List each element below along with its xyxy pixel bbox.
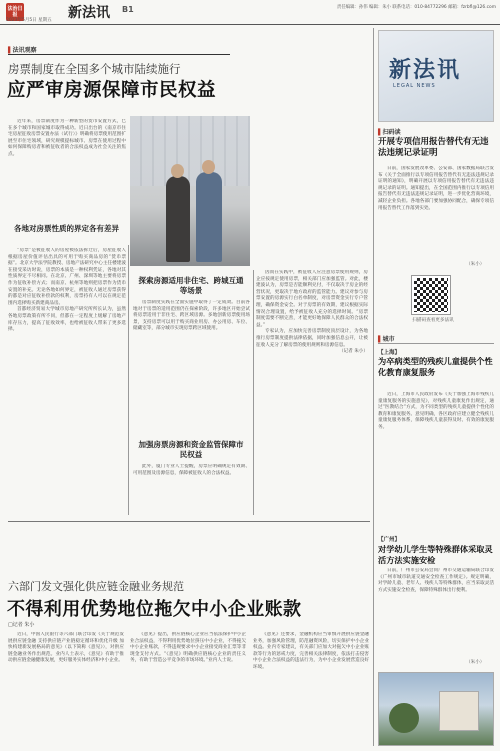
story1-col2-p1: 房票制度实践在全面实施中取得了一定成效。目前各地对于房票的适用范围仍在探索阶段，许多地区开始尝试将房票适用于非住宅、跨区域房源。多地创新房票使用场景，支持房票可以用于购买商业用房、办公用房、车位、储藏室等，部分城市实现房票跨区域使用。 [133, 300, 250, 332]
paper-logo: 法治日报 [6, 3, 24, 21]
story2-col1 [8, 632, 124, 746]
photo-person-right [196, 172, 222, 262]
sidebar-news1-tag: ▌扫码读 [378, 129, 401, 136]
city2-body [378, 568, 494, 664]
col-divider-b [253, 270, 254, 515]
story1-photo [130, 116, 250, 266]
story1-col3-p2: 专家认为，应加快完善房票制度顶层设计，为各地推行房票制度提供法律依据，同时加强信息公开，让被征收人充分了解房票的使用规则和房源信息。 [256, 329, 368, 348]
city2-body-text: 日前，广州市公安局会同广州市交通运输局联合印发《广州市城市轨道交通安全检查工作规定》。规定明确，对学龄儿童、老年人、残疾人等特殊群体，应当采取灵活方式实施安全检查，保障特殊群体出行便利。 [378, 568, 494, 593]
story2-top-rule [8, 521, 370, 522]
col-divider-a [128, 245, 129, 515]
sidebar-news1-tag-label: 扫码读 [382, 129, 401, 136]
story2-col3 [253, 632, 369, 746]
city-rule [378, 343, 494, 344]
story1-col2b [133, 464, 250, 514]
sidebar-news1-body-text: 日前，国家发展改革委、公安部、国家数据局联合发布《关于全面推行以专项信用报告替代有无违法违规记录证明的通知》，明确开展以专项信用报告替代有无违法违规记录的证明。通知提出，在全国范围内推行以专项信用报告替代有无违法违规记录证明，进一步优化营商环境，减轻企业负担。各地各部门要加强协同配合，确保专项信用报告替代工作落到实处。 [378, 166, 494, 211]
story2-col1-p1: 近日，中国人民银行等六部门联合印发《关于规范发展供应链金融 支持供应链产业链稳定循环和优化升级 加快构建新发展格局的意见》（以下简称《意见》），对供应链金融业务作出规范。业内人士表示，《意见》有助于推动供应链金融健康发展，更好服务实体经济和中小企业。 [8, 632, 124, 664]
city1-body-text: 近日，上海市人民政府发布《关于加强上海市残疾儿童康复服务的实施意见》，对残疾儿童康复作出规定，通过“医教结合”方式，为不同类型的残疾儿童提供个性化的教育和康复服务。意见明确，各区政府应建立健全残疾儿童康复服务体系，保障残疾儿童获得及时、有效的康复服务。 [378, 392, 494, 430]
story2-col3-p1: 《意见》还要求，金融机构应当审慎开展供应链金融业务，加强风险管理，防范融资风险，切实保护中小企业权益。业内专家建议，有关部门应加大对拖欠中小企业账款等行为的惩戒力度，完善相关法律制度，依法打击侵害中小企业合法权益的违法行为，为中小企业发展营造良好环境。 [253, 632, 369, 670]
sidebar-ad-image [378, 672, 494, 746]
story1-col3-p1: 因而在实践中，被征收人应注意房票使用规则，房企应按规定使用房票，相关部门应加强监管。对此，楼建波认为，房票是否能顺利兑付，不仅取决于房企的经营状况，更取决于地方政府的监管能力。建议对参与房票安置的房源实行白名单制度，对房票资金实行专户管理，确保资金安全。对于房票的有效期，建议根据实际情况合理设置，给予被征收人充分的选择时间。“房票制度需要不断完善，才能更好地保障人民群众的合法权益。” [256, 270, 368, 328]
story2-byline: □记者 朱小 [8, 622, 35, 628]
masthead [0, 0, 500, 24]
story1-title: 应严审房源保障市民权益 [7, 80, 217, 101]
story1-subhead-1: 各地对房票性质的界定各有差异 [14, 224, 119, 233]
sidebar-logo-cn: 新法讯 [389, 58, 462, 83]
sidebar-news1-byline: （朱小） [466, 262, 485, 267]
story1-col2 [133, 300, 250, 432]
story2-col2-p1: 《意见》提出，供应链核心企业应当依法保护中小企业合法权益，不得利用优势地位挤压中小企业，不得拖欠中小企业账款，不得违规要求中小企业接受商业汇票等非现金支付方式。“《意见》明确供应链核心企业的责任义务，有助于营造公平竞争的市场环境。”业内人士说。 [130, 632, 246, 664]
ad-tree [389, 703, 419, 733]
sidebar-news1-body [378, 166, 494, 268]
story1-col1 [8, 248, 126, 516]
masthead-divider [0, 24, 500, 25]
city1-title: 为卒病类型的残疾儿童提供个性化教育康复服务 [378, 356, 493, 377]
editor-info: 责任编辑：孙伟 编辑：朱小 联系电话：010-84772296 邮箱：fzrbfl@126.com [336, 5, 496, 10]
story1-col1-p1: “房票”是被征收人的房屋被依法拆迁后，房屋征收人根据房屋价值评估出具的可用于购买商品房的“货币票据”。北京大学法学院教授、房地产法研究中心主任楼建波在接受采访时说，房票的本质是一种权利凭证，各地对其性质界定不尽相同。在北京、广州、深圳等地主要将房票作为征收补偿方式；而南京、杭州等地则把房票作为货币安置的补充。无论各地如何界定，被征收人通过房票获得的都是对应征收补偿款的权利，房票持有人可以在规定范围内选择购买新建商品房。 [8, 248, 126, 306]
city-tag-label: 城市 [382, 336, 395, 343]
story1-lead-text: 近年来，房票制度作为一种新型的货币安置方式，已在多个城市和国家城市取得成功。近日出台的《南京市住宅房屋征收房票安置办法（试行）》明确将房票使用范围扩展至市住宅领域，研究规模提标城市、房票在使用过程中如何保障购房者和被征收者的合法权益成为社会关注的焦点。 [8, 119, 126, 157]
story1-kicker: 房票制度在全国多个城市陆续施行 [8, 62, 181, 76]
sidebar-news1-title: 开展专项信用报告替代有无违法违规记录证明 [378, 137, 489, 158]
story1-col3 [256, 270, 368, 516]
issue-date: 2023年5月5日 星期五 [6, 18, 52, 23]
page-number: B1 [122, 5, 134, 14]
tag-rule [8, 54, 230, 55]
story1-lead [8, 119, 126, 193]
story1-col1-p2: 首都经济贸易大学城市房地产研究所所长认为，虽然各地房票政策有所不同，但都在一定程度上缓解了房地产库存压力，提高了征收效率，也给被征收人带来了更多选择。 [8, 307, 126, 333]
story1-subhead-2: 探索房源适用非住宅、跨城互通等场景 [138, 276, 244, 295]
section-name: 新法讯 [68, 5, 110, 21]
ad-building [439, 691, 479, 731]
photo-head-left [171, 164, 184, 178]
story1-byline: （记者 朱小） [338, 349, 368, 355]
city1-location: 【上海】 [378, 350, 401, 356]
photo-building [130, 116, 250, 186]
photo-person-left [166, 176, 190, 262]
story2-title: 不得利用优势地位拖欠中小企业账款 [7, 599, 302, 620]
city-tag: ▌城市 [378, 336, 395, 343]
sidebar-logo-en: LEGAL NEWS [393, 83, 436, 89]
sidebar-logo-box [378, 30, 494, 122]
story1-subhead-3: 加强房票房源和资金监管保障市民权益 [138, 440, 244, 459]
city2-title: 对学幼儿学生等特殊群体采取灵活方法实施安检 [378, 544, 493, 565]
story2-kicker: 六部门发文强化供应链金融业务规范 [8, 580, 184, 593]
qr-code[interactable] [412, 276, 450, 314]
story2-col2 [130, 632, 246, 746]
photo-head-right [202, 160, 215, 174]
city1-body [378, 392, 494, 494]
column-tag: ▌法讯观察 [8, 47, 37, 54]
sidebar-divider [373, 28, 374, 746]
city2-location: 【广州】 [378, 537, 401, 543]
qr-caption: 扫描码查看更多法讯 [412, 318, 454, 323]
city2-byline: （朱小） [466, 660, 485, 665]
story1-col2b-p1: 此外，厦门专业人士提醒，房票应明确规定有效期、可用范围及房源信息，保障被征收人的合法权益。 [133, 464, 250, 476]
column-tag-label: 法讯观察 [12, 47, 37, 54]
